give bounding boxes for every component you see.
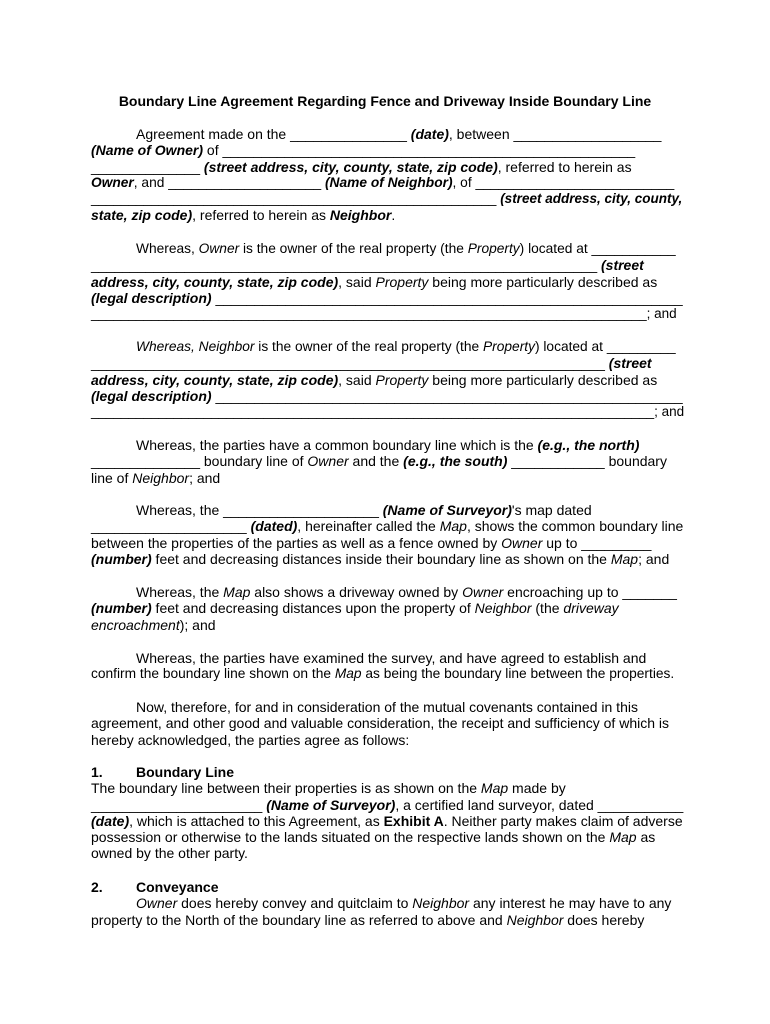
section-heading: 2. Conveyance [91, 879, 219, 895]
owner-property-paragraph: Whereas, Owner is the owner of the real property (the Property) located at ___________ _________________________________________________________________ (street address, city, county, state, zip code), said Property being more particularly described as (legal description) ____________________________________________________________ __________________________________________________________________________; and [91, 241, 683, 322]
consideration-paragraph: Now, therefore, for and in consideration of the mutual covenants contained in this agreement, and other good and valuable consideration, the receipt and sufficiency of which is hereby acknowledged, the parties agree as follows: [91, 699, 669, 748]
section-boundary-line: 1. Boundary Line The boundary line between their properties is as shown on the Map made by ______________________ (Name of Surveyor), a certified land surveyor, dated ___________ (date), which is attached to this Agreement, as Exhibit A. Neither party makes claim of adverse possession or otherwise to the lands situated on the respective lands shown on the Map as owned by the other party. [91, 764, 684, 862]
common-boundary-paragraph: Whereas, the parties have a common boundary line which is the (e.g., the north) ______________ boundary line of Owner and the (e.g., the south) ____________ boundary line of Neighbor; and [91, 437, 667, 486]
section-heading: 1. Boundary Line [91, 764, 235, 780]
agreement-parties-paragraph: Agreement made on the _______________ (date), between ___________________ (Name of Owner) of _____________________________________________________ ______________ (street address, city, county, state, zip code), referred to herein as Owner, and ____________________ (Name of Neighbor), of __________________________ ______________________________________________________ (street address, city, county, state, zip code), referred to herein as Neighbor. [91, 126, 683, 224]
document-title: Boundary Line Agreement Regarding Fence and Driveway Inside Boundary Line [118, 93, 652, 109]
surveyor-map-paragraph: Whereas, the ____________________ (Name of Surveyor)'s map dated ____________________ (dated), hereinafter called the Map, shows the common boundary line between the properties of the parties as well as a fence owned by Owner up to _________ (number) feet and decreasing distances inside their boundary line as shown on the Map; and [91, 502, 684, 567]
survey-agreement-paragraph: Whereas, the parties have examined the survey, and have agreed to establish and confirm the boundary line shown on the Map as being the boundary line between the properties. [91, 650, 675, 682]
section-conveyance: 2. Conveyance Owner does hereby convey and quitclaim to Neighbor any interest he may have to any property to the North of the boundary line as referred to above and Neighbor does hereby [91, 879, 683, 928]
driveway-paragraph: Whereas, the Map also shows a driveway owned by Owner encroaching up to _______ (number) feet and decreasing distances upon the property of Neighbor (the driveway encroachment); and [91, 584, 677, 633]
neighbor-property-paragraph: Whereas, Neighbor is the owner of the real property (the Property) located at _________ __________________________________________________________________ (street address, city, county, state, zip code), said Property being more particularly described as (legal description) ____________________________________________________________ ___________________________________________________________________________; and [91, 339, 685, 420]
